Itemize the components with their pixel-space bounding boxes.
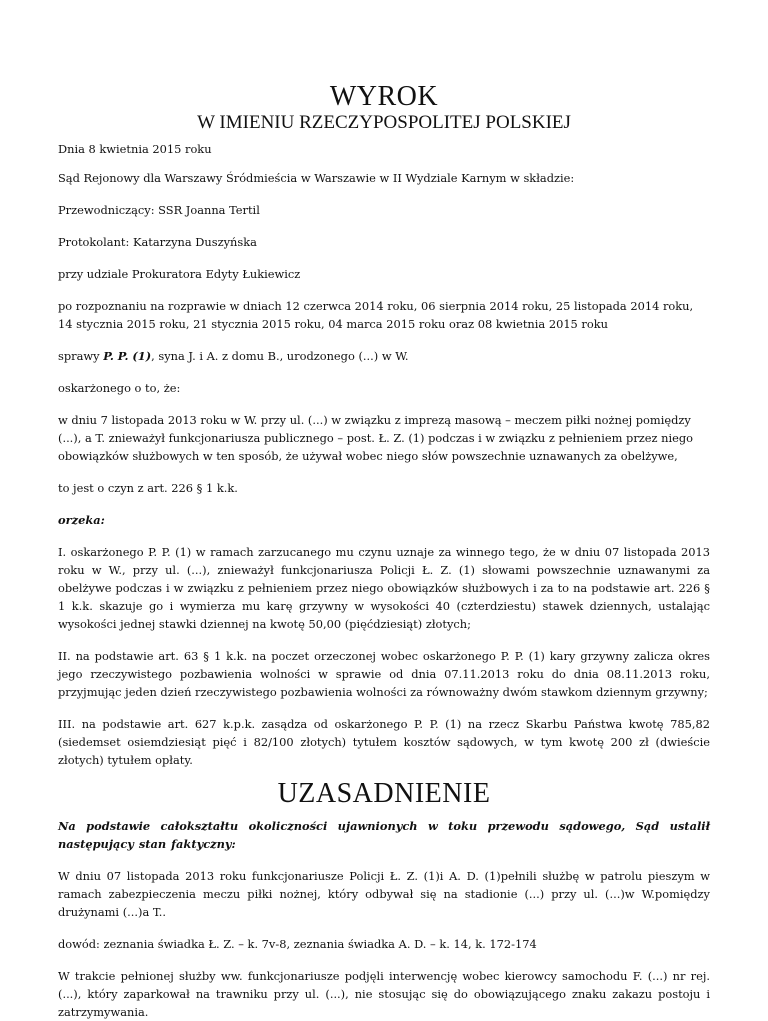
case-name: P. P. (1) [103, 349, 152, 363]
evidence-line: dowód: zeznania świadka Ł. Z. – k. 7v-8, zeznania świadka A. D. – k. 14, k. 172-174 [58, 937, 537, 951]
ruling-item-3: III. na podstawie art. 627 k.p.k. zasądza od oskarżonego P. P. (1) na rzecz Skarbu Państwa kwotę 785,82 (siedemset osiemdziesiąt pięć i 82/100 złotych) tytułem kosztów sądowych, w tym kwotę 200 zł (dwieście złotych) tytułem opłaty. [58, 717, 710, 767]
presiding-judge: Przewodniczący: SSR Joanna Tertil [58, 203, 260, 217]
case-suffix: , syna J. i A. z domu B., urodzonego (...) w W. [151, 349, 409, 363]
accused-of: oskarżonego o to, że: [58, 381, 181, 395]
hearing-dates: po rozpoznaniu na rozprawie w dniach 12 czerwca 2014 roku, 06 sierpnia 2014 roku, 25 listopada 2014 roku, 14 stycznia 2015 roku, 21 stycznia 2015 roku, 04 marca 2015 roku oraz 08 kwietnia 2015 roku [58, 299, 694, 331]
ruling-item-1: I. oskarżonego P. P. (1) w ramach zarzucanego mu czynu uznaje za winnego tego, że w dniu 07 listopada 2013 roku w W., przy ul. (...), znieważył funkcjonariusza Policji Ł. Z. (1) słowami powszechnie uznawanymi za obelżywe podczas i w związku z pełnieniem przez niego obowiązków służbowych i za to na podstawie art. 226 § 1 k.k. skazuje go i wymierza mu karę grzywny w wysokości 40 (czterdziestu) stawek dziennych, ustalając wysokości jednej stawki dziennej na kwotę 50,00 (pięćdziesiąt) złotych; [58, 545, 710, 631]
justification-lead: Na podstawie całokształtu okoliczności ujawnionych w toku przewodu sądowego, Sąd ustalił następujący stan faktyczny: [58, 819, 710, 851]
case-line [58, 347, 710, 365]
justification-title: UZASADNIENIE [277, 778, 491, 809]
document-title: WYROK [329, 81, 439, 112]
date-line: Dnia 8 kwietnia 2015 roku [58, 142, 212, 156]
fact-paragraph-1: W dniu 07 listopada 2013 roku funkcjonariusze Policji Ł. Z. (1)i A. D. (1)pełnili służbę w patrolu pieszym w ramach zabezpieczenia meczu piłki nożnej, który odbywał się na stadionie (...) przy ul. (...)w W.pomiędzy drużynami (...)a T.. [58, 869, 710, 919]
fact-paragraph-2: W trakcie pełnionej służby ww. funkcjonariusze podjęli interwencję wobec kierowcy samochodu F. (...) nr rej. (...), który zaparkował na trawniku przy ul. (...), nie stosując się do obowiązującego znaku zakazu postoju i zatrzymywania. [58, 969, 710, 1019]
court-clerk: Protokolant: Katarzyna Duszyńska [58, 235, 257, 249]
article-line: to jest o czyn z art. 226 § 1 k.k. [58, 481, 238, 495]
rules-label: orzeka: [58, 513, 105, 527]
case-prefix: sprawy [58, 349, 104, 363]
prosecutor-line: przy udziale Prokuratora Edyty Łukiewicz [58, 267, 301, 281]
document-subtitle: W IMIENIU RZECZYPOSPOLITEJ POLSKIEJ [197, 112, 571, 133]
ruling-item-2: II. na podstawie art. 63 § 1 k.k. na poczet orzeczonej wobec oskarżonego P. P. (1) kary grzywny zalicza okres jego rzeczywistego pozbawienia wolności w sprawie od dnia 07.11.2013 roku do dnia 08.11.2013 roku, przyjmując jeden dzień rzeczywistego pozbawienia wolności za równoważny dwóm stawkom dziennym grzywny; [58, 649, 710, 699]
charge-text: w dniu 7 listopada 2013 roku w W. przy ul. (...) w związku z imprezą masową – meczem piłki nożnej pomiędzy (...), a T. znieważył funkcjonariusza publicznego – post. Ł. Z. (1) podczas i w związku z pełnieniem przez niego obowiązków służbowych w ten sposób, że używał wobec niego słów powszechnie uznawanych za obelżywe, [58, 413, 694, 463]
court-line: Sąd Rejonowy dla Warszawy Śródmieścia w Warszawie w II Wydziale Karnym w składzie: [58, 171, 575, 185]
